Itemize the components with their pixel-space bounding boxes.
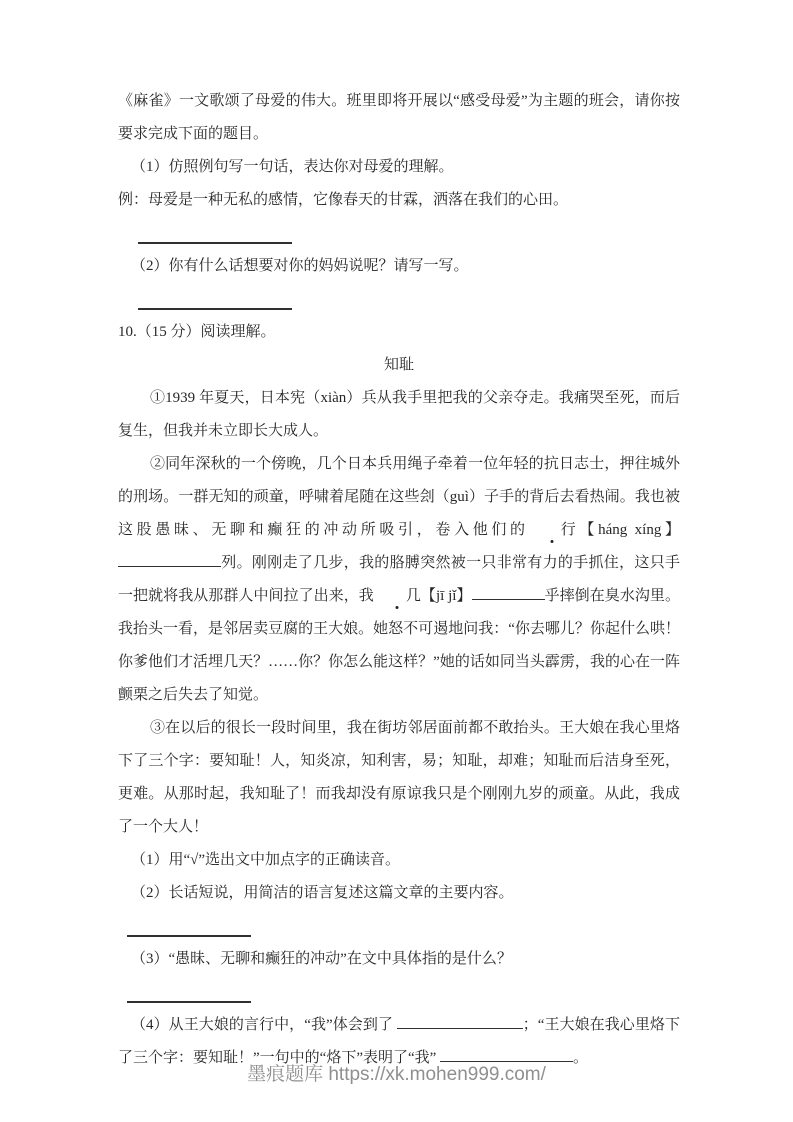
inline-answer-blank (118, 552, 221, 567)
passage-paragraph-3: ③在以后的很长一段时间里，我在街坊邻居面前都不敢抬头。王大娘在我心里烙下了三个字：要知耻！人，知炎凉，知利害，易；知耻，却难；知耻而后洁身至死，更难。从那时起，我知耻了！而我却没有原谅我只是个刚刚九岁的顽童。从此，我成了一个大人！ (118, 720, 680, 835)
answer-blank (138, 228, 292, 244)
exam-content (118, 85, 680, 1075)
answer-blank (127, 987, 251, 1003)
emphasized-char: 行 (529, 514, 576, 547)
reading-question-1: （1）用“√”选出文中加点字的正确读音。 (131, 852, 401, 868)
answer-line-row (118, 910, 680, 943)
text-segment: 。 (573, 1050, 589, 1066)
inline-answer-blank (440, 1047, 573, 1062)
text-segment: 列。刚刚走了几步，我的胳膊突然被一只非常有力的手抓住，这只手一把就将我从那群人中间拉了出来，我 (118, 555, 680, 604)
passage-title: 知耻 (383, 357, 414, 373)
question-9-sub1: （1）仿照例句写一句话，表达你对母爱的理解。 (131, 159, 454, 175)
reading-question-2: （2）长话短说，用简洁的语言复述这篇文章的主要内容。 (131, 885, 514, 901)
text-segment: ；“王大娘在我心里烙下了三个字：要知耻！”一句中的“烙下”表明了“我” (118, 1017, 680, 1066)
question-9-sub2: （2）你有什么话想要对你的妈妈说呢？请写一写。 (131, 258, 469, 274)
answer-line-row (118, 976, 680, 1009)
text-segment: 【jī jǐ】 (420, 588, 472, 604)
reading-question-3: （3）“愚昧、无聊和癫狂的冲动”在文中具体指的是什么？ (131, 951, 512, 967)
question-9-example: 例：母爱是一种无私的感情，它像春天的甘霖，洒落在我们的心田。 (118, 192, 569, 208)
text-segment: （4）从王大娘的言行中，“我”体会到了 (131, 1017, 397, 1033)
text-segment: 【háng xíng】 (575, 522, 680, 538)
answer-line-row (118, 283, 680, 316)
text-segment: 乎摔倒在臭水沟里。我抬头一看，是邻居卖豆腐的王大娘。她怒不可遏地问我：“你去哪儿？你起什么哄！你爹他们才活埋几天？……你？你怎么能这样？”她的话如同当头霹雳，我的心在一阵颤栗之后失去了知觉。 (118, 588, 680, 703)
site-watermark: 墨痕题库 https://xk.mohen999.com/ (247, 1064, 546, 1085)
answer-line-row (118, 217, 680, 250)
question-9-intro: 《麻雀》一文歌颂了母爱的伟大。班里即将开展以“感受母爱”为主题的班会，请你按要求完成下面的题目。 (118, 93, 680, 142)
answer-blank (138, 294, 292, 310)
question-10-header: 10.（15 分）阅读理解。 (118, 324, 276, 340)
passage-paragraph-1: ①1939 年夏天，日本宪（xiàn）兵从我手里把我的父亲夺走。我痛哭至死，而后复生，但我并未立即长大成人。 (118, 390, 680, 439)
answer-blank (127, 921, 251, 937)
text-segment: ②同年深秋的一个傍晚，几个日本兵用绳子牵着一位年轻的抗日志士，押往城外的刑场。一群无知的顽童，呼啸着尾随在这些刽（guì）子手的背后去看热闹。我也被这股愚昧、无聊和癫狂的冲动所吸引，卷入他们的 (118, 456, 680, 538)
inline-answer-blank (472, 585, 545, 600)
emphasized-char: 几 (374, 580, 421, 613)
passage-paragraph-2 (118, 448, 680, 712)
inline-answer-blank (397, 1014, 523, 1029)
